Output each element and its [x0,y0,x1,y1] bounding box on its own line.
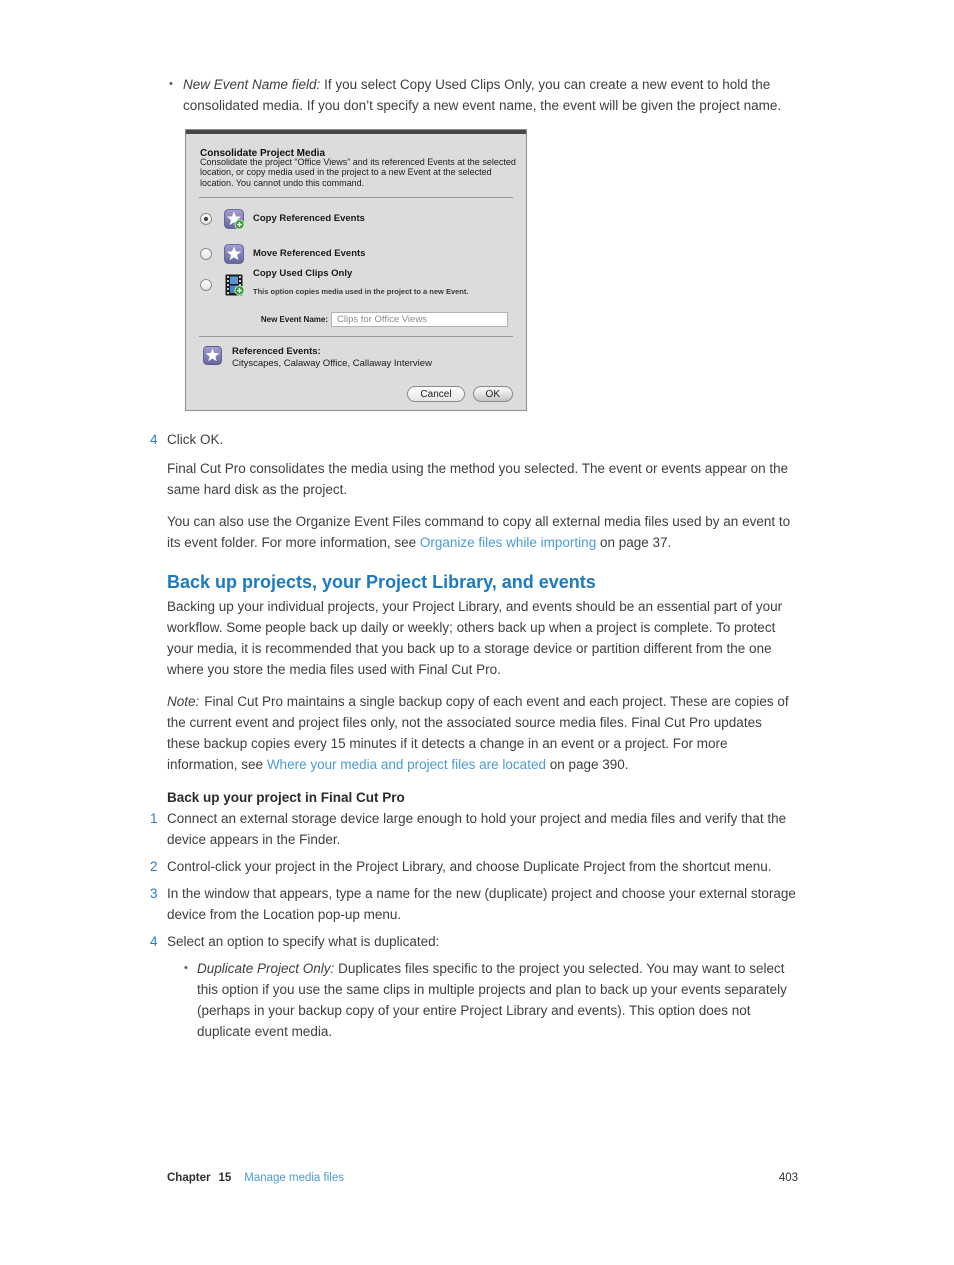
page-number: 403 [778,1172,798,1184]
radio-option-move-referenced-events[interactable] [200,242,365,266]
chapter-number: 15 [218,1172,232,1184]
paragraph [167,511,797,553]
procedure-step [150,808,797,850]
footer-chapter-link[interactable]: Manage media files [244,1172,344,1184]
bullet-new-event-name [167,74,795,116]
procedure-step [150,856,797,877]
film-plus-icon [223,274,245,296]
step-number: 3 [150,886,158,901]
dialog-top-edge [186,130,526,134]
paragraph: Backing up your individual projects, your Project Library, and events should be an essential part of your workflow. Some people back up daily or weekly; others back up when a project is complete. To protect your media, it is recommended that you back up to a storage device or partition different from the one where you store the media files used with Final Cut Pro. [167,599,783,677]
radio-button[interactable] [200,279,212,291]
step-number: 4 [150,934,158,949]
star-plus-icon [223,208,245,230]
procedure-step [150,931,797,952]
radio-label: Move Referenced Events [253,248,366,259]
radio-option-copy-used-clips-only[interactable] [200,268,469,299]
bullet-lead: New Event Name field: [183,77,321,92]
step-text: Select an option to specify what is duplicated: [167,934,440,949]
dialog-separator [199,336,513,337]
consolidate-dialog [185,129,527,411]
dialog-separator [199,197,513,198]
dialog-title: Consolidate Project Media [200,148,326,159]
step-text: Control-click your project in the Project Library, and choose Duplicate Project from the shortcut menu. [167,859,772,874]
step-text: Connect an external storage device large enough to hold your project and media files and verify that the device appears in the Finder. [167,811,787,847]
step-number: 1 [150,811,158,826]
cancel-button[interactable]: Cancel [407,386,464,402]
new-event-name-label: New Event Name: [260,315,328,324]
task-heading: Back up your project in Final Cut Pro [167,790,405,805]
section-heading: Back up projects, your Project Library, and events [167,572,596,592]
star-icon [202,345,223,366]
page-footer [167,1172,798,1184]
note-label: Note: [167,694,200,709]
link-where-your-media-and-project-files-are-located[interactable]: Where your media and project files are located [266,757,546,772]
step-click-ok [150,429,797,450]
link-organize-files-while-importing[interactable]: Organize files while importing [419,535,597,550]
bullet-marker: • [184,962,188,974]
paragraph-text: Final Cut Pro maintains a single backup copy of each event and each project. These are copies of the current event and project files only, not the associated source media files. Final Cut Pro updates these backup copies every 15 minutes if it detects a change in an event or a project. For more information, see [167,694,789,772]
bullet-text: If you select Copy Used Clips Only, you can create a new event to hold the consolidated media. If you don’t specify a new event name, the event will be given the project name. [183,77,782,113]
step-text: Click OK. [167,432,224,447]
dialog-buttons [407,386,513,402]
radio-label: Copy Used Clips Only [253,268,353,279]
star-icon [223,243,245,265]
radio-button[interactable] [200,248,212,260]
paragraph: Final Cut Pro consolidates the media using the method you selected. The event or events appear on the same hard disk as the project. [167,461,789,497]
paragraph-text: You can also use the Organize Event Files command to copy all external media files used by an event to its event folder. For more information, see [167,514,791,550]
referenced-events-value: Cityscapes, Calaway Office, Callaway Interview [232,357,432,369]
chapter-label: Chapter [167,1172,211,1184]
dialog-description: Consolidate the project “Office Views” and its referenced Events at the selected location, or copy media used in the project to a new Event at the selected location. You cannot undo this command. [200,157,516,188]
bullet-marker: • [169,78,173,90]
bullet-duplicate-project-only [167,958,797,1042]
bullet-text: Duplicates files specific to the project you selected. You may want to select this option if you use the same clips in multiple projects and plan to back up your events separately (perhaps in your backup copy of your entire Project Library and events). This option does not duplicate event media. [197,961,787,1039]
paragraph-text: on page 390. [545,757,629,772]
step-number: 2 [150,859,158,874]
new-event-name-row [200,309,514,330]
referenced-events-row [202,345,432,369]
radio-label: Copy Referenced Events [253,213,365,224]
new-event-name-input[interactable] [331,312,508,327]
paragraph-text: on page 37. [596,535,672,550]
page-content [150,74,797,1054]
procedure-step [150,883,797,925]
radio-option-copy-referenced-events[interactable] [200,207,365,231]
step-text: In the window that appears, type a name for the new (duplicate) project and choose your external storage device from the Location pop-up menu. [167,886,796,922]
referenced-events-label: Referenced Events: [232,346,321,357]
radio-caption: This option copies media used in the project to a new Event. [253,287,469,296]
note-paragraph [167,691,797,775]
bullet-lead: Duplicate Project Only: [197,961,335,976]
ok-button[interactable]: OK [473,386,513,402]
step-number: 4 [150,432,158,447]
radio-button-selected[interactable] [200,213,212,225]
